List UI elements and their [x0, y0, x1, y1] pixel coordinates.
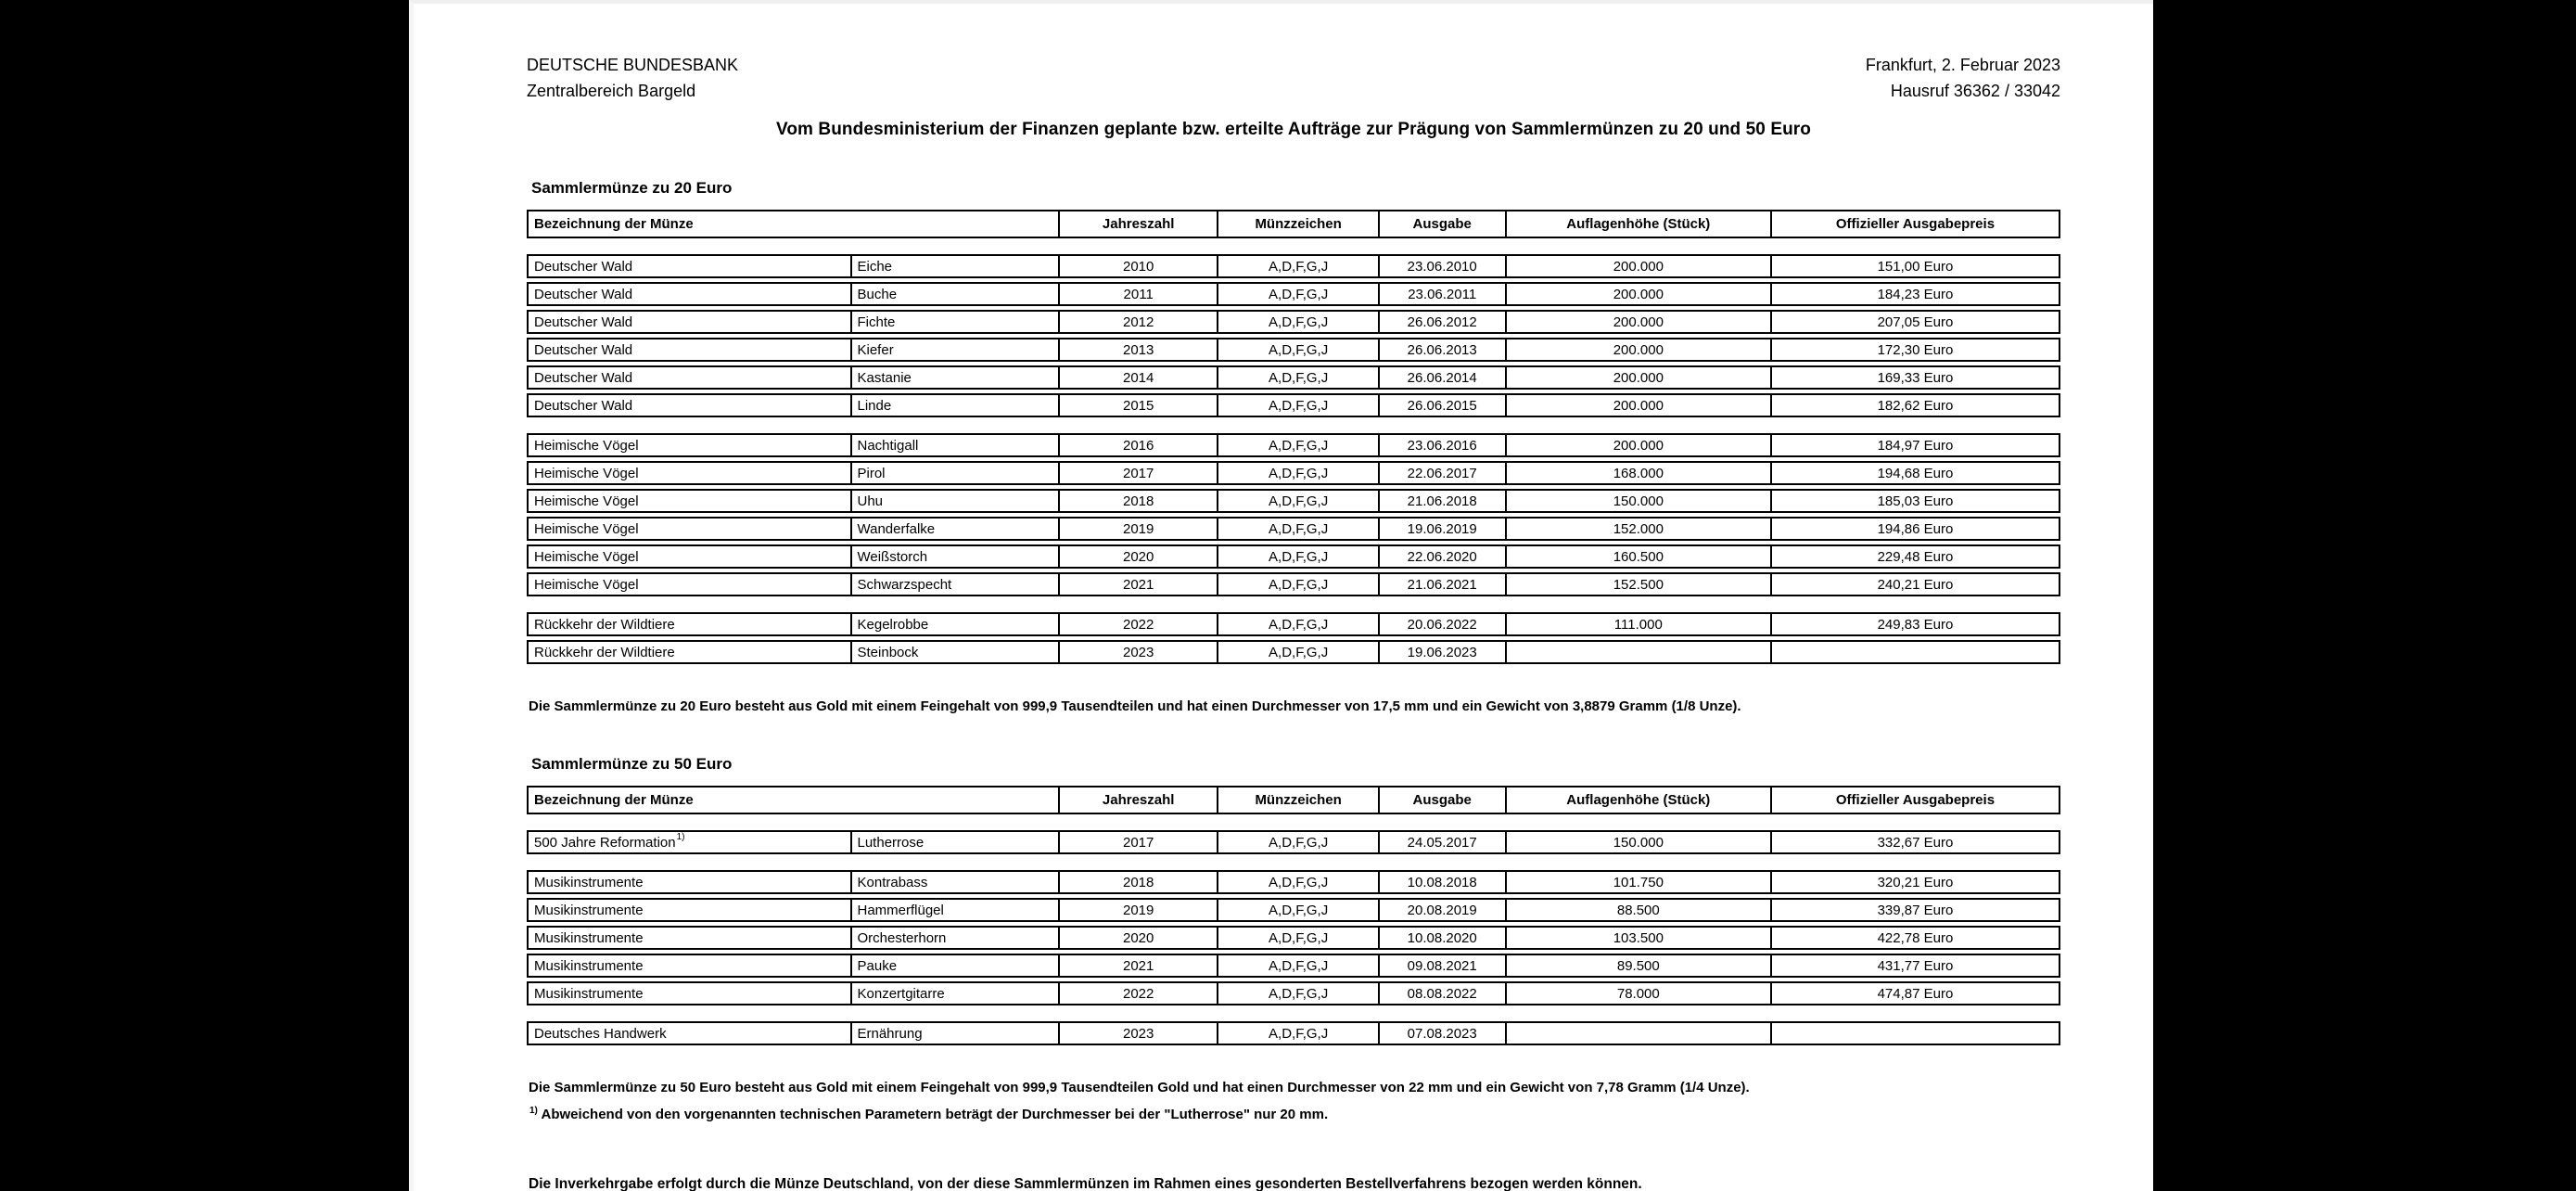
cell-motif: Lutherrose — [850, 832, 1058, 852]
cell-issue: 24.05.2017 — [1378, 832, 1505, 852]
row-group — [527, 612, 2060, 664]
cell-issue: 20.06.2022 — [1378, 614, 1505, 634]
cell-issue: 07.08.2023 — [1378, 1023, 1505, 1044]
footnote-marker: 1) — [676, 832, 685, 842]
cell-mint: A,D,F,G,J — [1217, 900, 1377, 920]
cell-price: 194,86 Euro — [1770, 519, 2059, 539]
cell-price: 332,67 Euro — [1770, 832, 2059, 852]
cell-issue: 23.06.2011 — [1378, 284, 1505, 304]
cell-year: 2021 — [1058, 955, 1218, 976]
cell-mintage: 168.000 — [1505, 463, 1770, 483]
header-cell: Münzzeichen — [1217, 788, 1377, 813]
cell-series: Deutscher Wald — [534, 314, 633, 330]
cell-issue: 26.06.2015 — [1378, 395, 1505, 416]
cell-motif: Kegelrobbe — [850, 614, 1058, 634]
table-row — [527, 870, 2060, 894]
cell-year: 2019 — [1058, 900, 1218, 920]
cell-series: Musikinstrumente — [534, 957, 644, 974]
cell-mintage: 200.000 — [1505, 435, 1770, 455]
cell-year: 2020 — [1058, 928, 1218, 948]
cell-year: 2010 — [1058, 256, 1218, 276]
cell-series: Rückkehr der Wildtiere — [534, 616, 675, 633]
org-name: DEUTSCHE BUNDESBANK — [527, 56, 739, 74]
cell-mint: A,D,F,G,J — [1217, 463, 1377, 483]
cell-mint: A,D,F,G,J — [1217, 339, 1377, 360]
cell-issue: 19.06.2019 — [1378, 519, 1505, 539]
cell-mint: A,D,F,G,J — [1217, 435, 1377, 455]
cell-issue: 22.06.2017 — [1378, 463, 1505, 483]
cell-year: 2017 — [1058, 463, 1218, 483]
cell-price: 185,03 Euro — [1770, 491, 2059, 511]
cell-issue: 10.08.2018 — [1378, 872, 1505, 892]
header-cell: Auflagenhöhe (Stück) — [1505, 211, 1770, 237]
cell-issue: 21.06.2018 — [1378, 491, 1505, 511]
cell-issue: 21.06.2021 — [1378, 574, 1505, 595]
cell-mint: A,D,F,G,J — [1217, 312, 1377, 332]
coin-section — [527, 179, 2060, 716]
cell-price: 240,21 Euro — [1770, 574, 2059, 595]
cell-mint: A,D,F,G,J — [1217, 574, 1377, 595]
cell-mintage: 88.500 — [1505, 900, 1770, 920]
section-heading: Sammlermünze zu 50 Euro — [531, 755, 733, 773]
header-cell: Bezeichnung der Münze — [534, 792, 694, 808]
cell-year: 2014 — [1058, 367, 1218, 388]
cell-series: Heimische Vögel — [534, 465, 639, 481]
cell-motif: Linde — [850, 395, 1058, 416]
header-cell: Auflagenhöhe (Stück) — [1505, 788, 1770, 813]
cell-mintage: 200.000 — [1505, 339, 1770, 360]
cell-motif: Kastanie — [850, 367, 1058, 388]
cell-mint: A,D,F,G,J — [1217, 983, 1377, 1004]
table-row — [527, 1021, 2060, 1045]
table-row — [527, 830, 2060, 854]
document-title: Vom Bundesministerium der Finanzen geplante bzw. erteilte Aufträge zur Prägung von Sammlermünzen zu 20 und 50 Euro — [775, 120, 1812, 139]
header-cell: Ausgabe — [1378, 211, 1505, 237]
table-row — [527, 612, 2060, 636]
cell-year: 2012 — [1058, 312, 1218, 332]
table-row — [527, 365, 2060, 390]
cell-mint: A,D,F,G,J — [1217, 256, 1377, 276]
cell-price: 249,83 Euro — [1770, 614, 2059, 634]
cell-price: 169,33 Euro — [1770, 367, 2059, 388]
cell-motif: Uhu — [850, 491, 1058, 511]
document-page — [409, 0, 2153, 1191]
table-row — [527, 489, 2060, 513]
cell-mint: A,D,F,G,J — [1217, 367, 1377, 388]
cell-series: Musikinstrumente — [534, 902, 644, 918]
cell-series: 500 Jahre Reformation 1) — [534, 832, 685, 851]
section-notes — [527, 1079, 2060, 1126]
cell-series: Rückkehr der Wildtiere — [534, 644, 675, 660]
row-group — [527, 1021, 2060, 1045]
cell-year: 2017 — [1058, 832, 1218, 852]
letterhead — [527, 52, 2060, 104]
document-content — [414, 4, 2153, 1191]
cell-mintage: 200.000 — [1505, 367, 1770, 388]
cell-mint: A,D,F,G,J — [1217, 491, 1377, 511]
cell-motif: Nachtigall — [850, 435, 1058, 455]
table-row — [527, 572, 2060, 596]
table-row — [527, 254, 2060, 278]
cell-mintage: 200.000 — [1505, 284, 1770, 304]
cell-mint: A,D,F,G,J — [1217, 284, 1377, 304]
cell-issue: 09.08.2021 — [1378, 955, 1505, 976]
cell-mintage: 160.500 — [1505, 546, 1770, 567]
section-note: Die Sammlermünze zu 20 Euro besteht aus Gold mit einem Feingehalt von 999,9 Tausendteilen und hat einen Durchmesser von 17,5 mm und ein Gewicht von 3,8879 Gramm (1/8 Unze). — [529, 698, 1741, 714]
cell-issue: 26.06.2013 — [1378, 339, 1505, 360]
cell-price: 422,78 Euro — [1770, 928, 2059, 948]
cell-mintage — [1505, 642, 1770, 662]
cell-mintage: 152.500 — [1505, 574, 1770, 595]
cell-issue: 22.06.2020 — [1378, 546, 1505, 567]
cell-motif: Kiefer — [850, 339, 1058, 360]
cell-mintage: 200.000 — [1505, 395, 1770, 416]
letterhead-left — [527, 52, 738, 104]
table-row — [527, 640, 2060, 664]
cell-year: 2018 — [1058, 491, 1218, 511]
cell-issue: 23.06.2010 — [1378, 256, 1505, 276]
cell-mint: A,D,F,G,J — [1217, 1023, 1377, 1044]
cell-motif: Eiche — [850, 256, 1058, 276]
table-row — [527, 338, 2060, 362]
coin-table — [527, 786, 2060, 1045]
cell-series: Heimische Vögel — [534, 437, 639, 454]
cell-price — [1770, 642, 2059, 662]
cell-issue: 19.06.2023 — [1378, 642, 1505, 662]
section-heading: Sammlermünze zu 20 Euro — [531, 179, 733, 197]
cell-series: Heimische Vögel — [534, 520, 639, 537]
cell-series: Musikinstrumente — [534, 929, 644, 946]
cell-motif: Pauke — [850, 955, 1058, 976]
cell-motif: Fichte — [850, 312, 1058, 332]
cell-mint: A,D,F,G,J — [1217, 519, 1377, 539]
table-row — [527, 282, 2060, 306]
cell-mint: A,D,F,G,J — [1217, 928, 1377, 948]
cell-motif: Hammerflügel — [850, 900, 1058, 920]
cell-price — [1770, 1023, 2059, 1044]
section-note: $^{1)}$ Abweichend von den vorgenannten technischen Parametern beträgt der Durchmesser bei der "Lutherrose" nur 20 mm. — [529, 1106, 1329, 1122]
table-header-row — [527, 786, 2060, 814]
sections-container — [527, 179, 2060, 1126]
cell-motif: Kontrabass — [850, 872, 1058, 892]
table-row — [527, 981, 2060, 1005]
header-cell: Offizieller Ausgabepreis — [1770, 788, 2059, 813]
cell-year: 2013 — [1058, 339, 1218, 360]
cell-mintage: 89.500 — [1505, 955, 1770, 976]
cell-mint: A,D,F,G,J — [1217, 546, 1377, 567]
table-row — [527, 433, 2060, 457]
cell-series: Heimische Vögel — [534, 548, 639, 565]
cell-series: Deutsches Handwerk — [534, 1025, 667, 1042]
cell-mintage: 150.000 — [1505, 832, 1770, 852]
cell-mintage: 103.500 — [1505, 928, 1770, 948]
cell-price: 184,23 Euro — [1770, 284, 2059, 304]
cell-motif: Steinbock — [850, 642, 1058, 662]
table-row — [527, 517, 2060, 541]
cell-year: 2019 — [1058, 519, 1218, 539]
cell-year: 2021 — [1058, 574, 1218, 595]
header-cell: Bezeichnung der Münze — [534, 216, 694, 232]
cell-mintage: 200.000 — [1505, 312, 1770, 332]
cell-mintage: 200.000 — [1505, 256, 1770, 276]
cell-issue: 26.06.2012 — [1378, 312, 1505, 332]
cell-issue: 10.08.2020 — [1378, 928, 1505, 948]
place-date-line: Frankfurt, 2. Februar 2023 — [1865, 56, 2060, 74]
cell-motif: Buche — [850, 284, 1058, 304]
cell-year: 2016 — [1058, 435, 1218, 455]
cell-price: 182,62 Euro — [1770, 395, 2059, 416]
cell-mintage: 78.000 — [1505, 983, 1770, 1004]
header-cell: Jahreszahl — [1058, 788, 1218, 813]
cell-year: 2015 — [1058, 395, 1218, 416]
cell-motif: Wanderfalke — [850, 519, 1058, 539]
table-row — [527, 898, 2060, 922]
cell-motif: Ernährung — [850, 1023, 1058, 1044]
cell-mint: A,D,F,G,J — [1217, 395, 1377, 416]
closing-note: Die Inverkehrgabe erfolgt durch die Münze Deutschland, von der diese Sammlermünzen im Rahmen eines gesonderten Bestellverfahrens bezogen werden können. — [529, 1176, 1642, 1191]
cell-mint: A,D,F,G,J — [1217, 832, 1377, 852]
coin-table — [527, 210, 2060, 664]
header-cell: Jahreszahl — [1058, 211, 1218, 237]
cell-series: Deutscher Wald — [534, 369, 633, 386]
cell-year: 2011 — [1058, 284, 1218, 304]
coin-section — [527, 755, 2060, 1126]
org-division: Zentralbereich Bargeld — [527, 82, 696, 100]
cell-motif: Pirol — [850, 463, 1058, 483]
cell-mint: A,D,F,G,J — [1217, 955, 1377, 976]
section-note: Die Sammlermünze zu 50 Euro besteht aus Gold mit einem Feingehalt von 999,9 Tausendteilen Gold und hat einen Durchmesser von 22 mm und ein Gewicht von 7,78 Gramm (1/4 Unze). — [529, 1080, 1750, 1095]
cell-issue: 26.06.2014 — [1378, 367, 1505, 388]
cell-year: 2020 — [1058, 546, 1218, 567]
cell-year: 2018 — [1058, 872, 1218, 892]
header-cell: Offizieller Ausgabepreis — [1770, 211, 2059, 237]
header-cell: Ausgabe — [1378, 788, 1505, 813]
table-row — [527, 393, 2060, 417]
cell-series: Heimische Vögel — [534, 493, 639, 509]
cell-price: 474,87 Euro — [1770, 983, 2059, 1004]
cell-series: Deutscher Wald — [534, 286, 633, 302]
cell-price: 184,97 Euro — [1770, 435, 2059, 455]
cell-price: 339,87 Euro — [1770, 900, 2059, 920]
cell-series: Heimische Vögel — [534, 576, 639, 593]
table-header-row — [527, 210, 2060, 238]
cell-price: 207,05 Euro — [1770, 312, 2059, 332]
cell-price: 229,48 Euro — [1770, 546, 2059, 567]
cell-mintage: 150.000 — [1505, 491, 1770, 511]
table-row — [527, 926, 2060, 950]
cell-motif: Schwarzspecht — [850, 574, 1058, 595]
cell-motif: Konzertgitarre — [850, 983, 1058, 1004]
cell-year: 2022 — [1058, 614, 1218, 634]
footnote-marker: 1) — [529, 1106, 538, 1116]
cell-price: 151,00 Euro — [1770, 256, 2059, 276]
cell-year: 2023 — [1058, 1023, 1218, 1044]
cell-mintage: 101.750 — [1505, 872, 1770, 892]
cell-series: Musikinstrumente — [534, 985, 644, 1002]
cell-price: 431,77 Euro — [1770, 955, 2059, 976]
cell-mintage: 152.000 — [1505, 519, 1770, 539]
phone-line: Hausruf 36362 / 33042 — [1890, 82, 2060, 100]
header-cell: Münzzeichen — [1217, 211, 1377, 237]
cell-mint: A,D,F,G,J — [1217, 642, 1377, 662]
cell-issue: 23.06.2016 — [1378, 435, 1505, 455]
cell-year: 2022 — [1058, 983, 1218, 1004]
cell-price: 320,21 Euro — [1770, 872, 2059, 892]
cell-mint: A,D,F,G,J — [1217, 872, 1377, 892]
cell-mint: A,D,F,G,J — [1217, 614, 1377, 634]
cell-motif: Weißstorch — [850, 546, 1058, 567]
row-group — [527, 254, 2060, 417]
section-notes — [527, 698, 2060, 716]
row-group — [527, 830, 2060, 854]
cell-year: 2023 — [1058, 642, 1218, 662]
table-row — [527, 954, 2060, 978]
cell-mintage — [1505, 1023, 1770, 1044]
table-row — [527, 310, 2060, 334]
row-group — [527, 433, 2060, 596]
letterhead-right — [1866, 52, 2060, 104]
cell-series: Deutscher Wald — [534, 341, 633, 358]
cell-price: 172,30 Euro — [1770, 339, 2059, 360]
cell-mintage: 111.000 — [1505, 614, 1770, 634]
row-group — [527, 870, 2060, 1005]
cell-issue: 20.08.2019 — [1378, 900, 1505, 920]
cell-price: 194,68 Euro — [1770, 463, 2059, 483]
cell-issue: 08.08.2022 — [1378, 983, 1505, 1004]
cell-series: Musikinstrumente — [534, 874, 644, 890]
cell-motif: Orchesterhorn — [850, 928, 1058, 948]
cell-series: Deutscher Wald — [534, 397, 633, 414]
cell-series: Deutscher Wald — [534, 258, 633, 275]
table-row — [527, 461, 2060, 485]
table-row — [527, 544, 2060, 569]
